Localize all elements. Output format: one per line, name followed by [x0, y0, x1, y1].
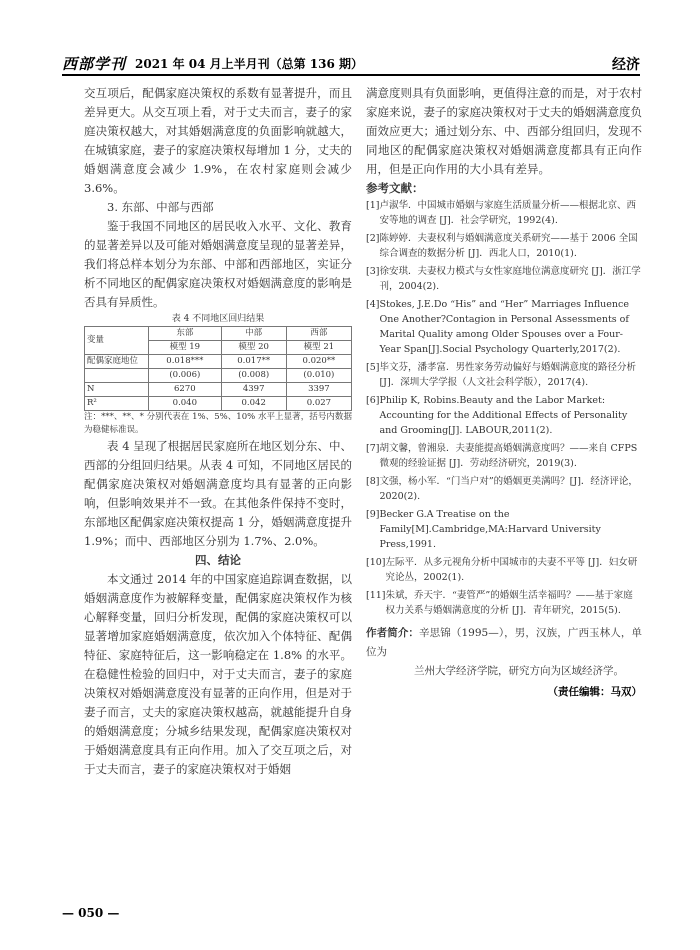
table-4	[84, 313, 352, 437]
paragraph-table-analysis: 表 4 呈现了根据居民家庭所在地区划分东、中、西部的分组回归结果。从表 4 可知，不同地区居民的配偶家庭决策权对婚姻满意度均具有显著的正向影响，但影响效果并不一致。在其他条件保持不变时，东部地区配偶家庭决策权提高 1 分，婚姻满意度提升 1.9%；而中、西部地区分别为 1.7%、2.0%。	[84, 439, 352, 548]
reference-item	[366, 588, 642, 618]
journal-logo: 西部学刊	[62, 55, 127, 73]
table-cell: (0.010)	[286, 369, 351, 383]
page-number: — 050 —	[62, 906, 120, 920]
reference-item	[366, 555, 642, 585]
reference-text: Stokes, J.E.Do “His” and “Her” Marriages Influence One Another?Contagion in Personal Assessments of Marital Quality among Older Spouses over a Four-Year Span[J].Social Psychology Quarterly,2017(2).	[379, 299, 629, 355]
reference-text: 胡文馨，曾湘泉．夫妻能提高婚姻满意度吗？——来自 CFPS 微观的经验证据 [J]．劳动经济研究，2019(3).	[379, 443, 638, 469]
table-title: 表 4 不同地区回归结果	[171, 314, 265, 324]
reference-text: 卢淑华．中国城市婚姻与家庭生活质量分析——根据北京、西安等地的调查 [J]．社会学研究，1992(4).	[379, 200, 636, 226]
table-cell: 3397	[286, 383, 351, 397]
regression-table	[84, 326, 352, 411]
reference-number: [3]	[366, 266, 380, 277]
reference-number: [4]	[366, 299, 380, 310]
table-cell: 0.040	[149, 397, 222, 411]
reference-number: [6]	[366, 395, 380, 406]
table-row-label: 配偶家庭地位	[85, 355, 149, 369]
section-heading-conclusion: 四、结论	[195, 553, 241, 567]
author-bio-label: 作者简介：	[366, 627, 420, 639]
reference-number: [7]	[366, 443, 380, 454]
table-region-west: 西部	[286, 327, 351, 341]
section-label: 经济	[612, 57, 640, 73]
table-row-n	[85, 383, 352, 397]
reference-item	[366, 231, 642, 261]
reference-item	[366, 198, 642, 228]
reference-number: [9]	[366, 509, 380, 520]
reference-item	[366, 297, 642, 357]
table-row-se	[85, 369, 352, 383]
table-model-20: 模型 20	[221, 341, 286, 355]
paragraph-regions: 鉴于我国不同地区的居民收入水平、文化、教育的显著差异以及可能对婚姻满意度呈现的显著差异，我们将总样本划分为东部、中部和西部地区，实证分析不同地区的配偶家庭决策权对婚姻满意度的影响是否具有异质性。	[84, 219, 352, 309]
reference-number: [8]	[366, 476, 380, 487]
table-row-r2	[85, 397, 352, 411]
left-column	[84, 84, 352, 779]
right-column	[366, 84, 642, 702]
table-region-central: 中部	[221, 327, 286, 341]
table-region-east: 东部	[149, 327, 222, 341]
reference-text: Philip K, Robins.Beauty and the Labor Market: Accounting for the Additional Effects of Personality and Grooming[J]. LABOUR,2011(2).	[379, 395, 628, 436]
table-note: 注：***、**、* 分别代表在 1%、5%、10% 水平上显著，括号内数据为稳健标准误。	[84, 412, 352, 435]
reference-item	[366, 474, 642, 504]
reference-item	[366, 360, 642, 390]
table-model-19: 模型 19	[149, 341, 222, 355]
references-title: 参考文献：	[366, 181, 424, 195]
table-header-row	[85, 327, 352, 341]
page-header	[62, 52, 640, 74]
reference-number: [10]	[366, 557, 386, 568]
table-cell: (0.008)	[221, 369, 286, 383]
paragraph-conclusion: 本文通过 2014 年的中国家庭追踪调查数据，以婚姻满意度作为被解释变量，配偶家庭决策权作为核心解释变量，回归分析发现，配偶的家庭决策权可以显著增加家庭婚姻满意度，依次加入个体特征、配偶特征、家庭特征后，这一影响稳定在 1.8% 的水平。在稳健性检验的回归中，对于丈夫而言，妻子的家庭决策权对婚姻满意度没有显著的正向作用，但是对于妻子而言，丈夫的家庭决策权越高，就越能提升自身的婚姻满意度；分城乡结果发现，配偶家庭决策权对于婚姻满意度具有正向作用。加入了交互项之后，对于丈夫而言，妻子的家庭决策权对于婚姻	[84, 572, 352, 776]
author-bio-line1: 辛思锦（1995—），男，汉族，广西玉林人，单位为	[366, 627, 642, 658]
table-cell: 0.042	[221, 397, 286, 411]
table-cell: 0.027	[286, 397, 351, 411]
author-bio	[366, 624, 642, 681]
reference-text: 文强，杨小军．“门当户对”的婚姻更美满吗？[J]．经济评论，2020(2).	[379, 476, 638, 502]
reference-number: [2]	[366, 233, 380, 244]
table-cell: (0.006)	[149, 369, 222, 383]
reference-number: [11]	[366, 590, 386, 601]
reference-item	[366, 264, 642, 294]
author-bio-line2: 兰州大学经济学院，研究方向为区域经济学。	[414, 665, 624, 677]
paragraph-conclusion-cont: 满意度则具有负面影响，更值得注意的而是，对于农村家庭来说，妻子的家庭决策权对于丈夫的婚姻满意度负面效应更大；通过划分东、中、西部分组回归，发现不同地区的配偶家庭决策权对婚姻满意度都具有正向作用，但是正向作用的大小具有差异。	[366, 86, 642, 176]
reference-text: 毕文芬，潘孝富．男性家务劳动偏好与婚姻满意度的路径分析 [J]．深圳大学学报（人文社会科学版），2017(4).	[379, 362, 636, 388]
paragraph-intro: 交互项后，配偶家庭决策权的系数有显著提升，而且差异更大。从交互项上看，对于丈夫而言，妻子的家庭决策权越大，对其婚姻满意度的负面影响就越大，在城镇家庭，妻子的家庭决策权每增加 1 分，丈夫的婚姻满意度会减少 1.9%，在农村家庭则会减少 3.6%。	[84, 86, 352, 195]
table-row-label	[85, 369, 149, 383]
reference-list	[366, 198, 642, 618]
table-row-coef	[85, 355, 352, 369]
reference-text: 徐安琪．夫妻权力模式与女性家庭地位满意度研究 [J]．浙江学刊，2004(2).	[379, 266, 641, 292]
reference-item	[366, 441, 642, 471]
reference-number: [1]	[366, 200, 380, 211]
responsible-editor: （责任编辑：马双）	[547, 686, 642, 698]
table-cell: 0.020**	[286, 355, 351, 369]
subheading-regions: 3. 东部、中部与西部	[107, 200, 214, 214]
table-row-label: N	[85, 383, 149, 397]
reference-text: 陈婷婷．夫妻权利与婚姻满意度关系研究——基于 2006 全国综合调查的数据分析 [J]．西北人口，2010(1).	[379, 233, 638, 259]
table-var-header: 变量	[85, 327, 149, 355]
reference-item	[366, 393, 642, 438]
reference-text: 朱斌，乔天宇．“妻管严”的婚姻生活幸福吗？——基于家庭权力关系与婚姻满意度的分析 [J]．青年研究，2015(5).	[385, 590, 633, 616]
header-rule	[62, 74, 640, 76]
table-model-21: 模型 21	[286, 341, 351, 355]
table-row-label: R²	[85, 397, 149, 411]
issue-info: 2021 年 04 月上半月刊（总第 136 期）	[135, 57, 364, 71]
table-cell: 0.017**	[221, 355, 286, 369]
reference-text: 左际平．从多元视角分析中国城市的夫妻不平等 [J]．妇女研究论丛，2002(1).	[385, 557, 638, 583]
reference-number: [5]	[366, 362, 380, 373]
table-cell: 0.018***	[149, 355, 222, 369]
table-cell: 6270	[149, 383, 222, 397]
reference-item	[366, 507, 642, 552]
table-cell: 4397	[221, 383, 286, 397]
reference-text: Becker G.A Treatise on the Family[M].Cambridge,MA:Harvard University Press,1991.	[379, 509, 601, 550]
